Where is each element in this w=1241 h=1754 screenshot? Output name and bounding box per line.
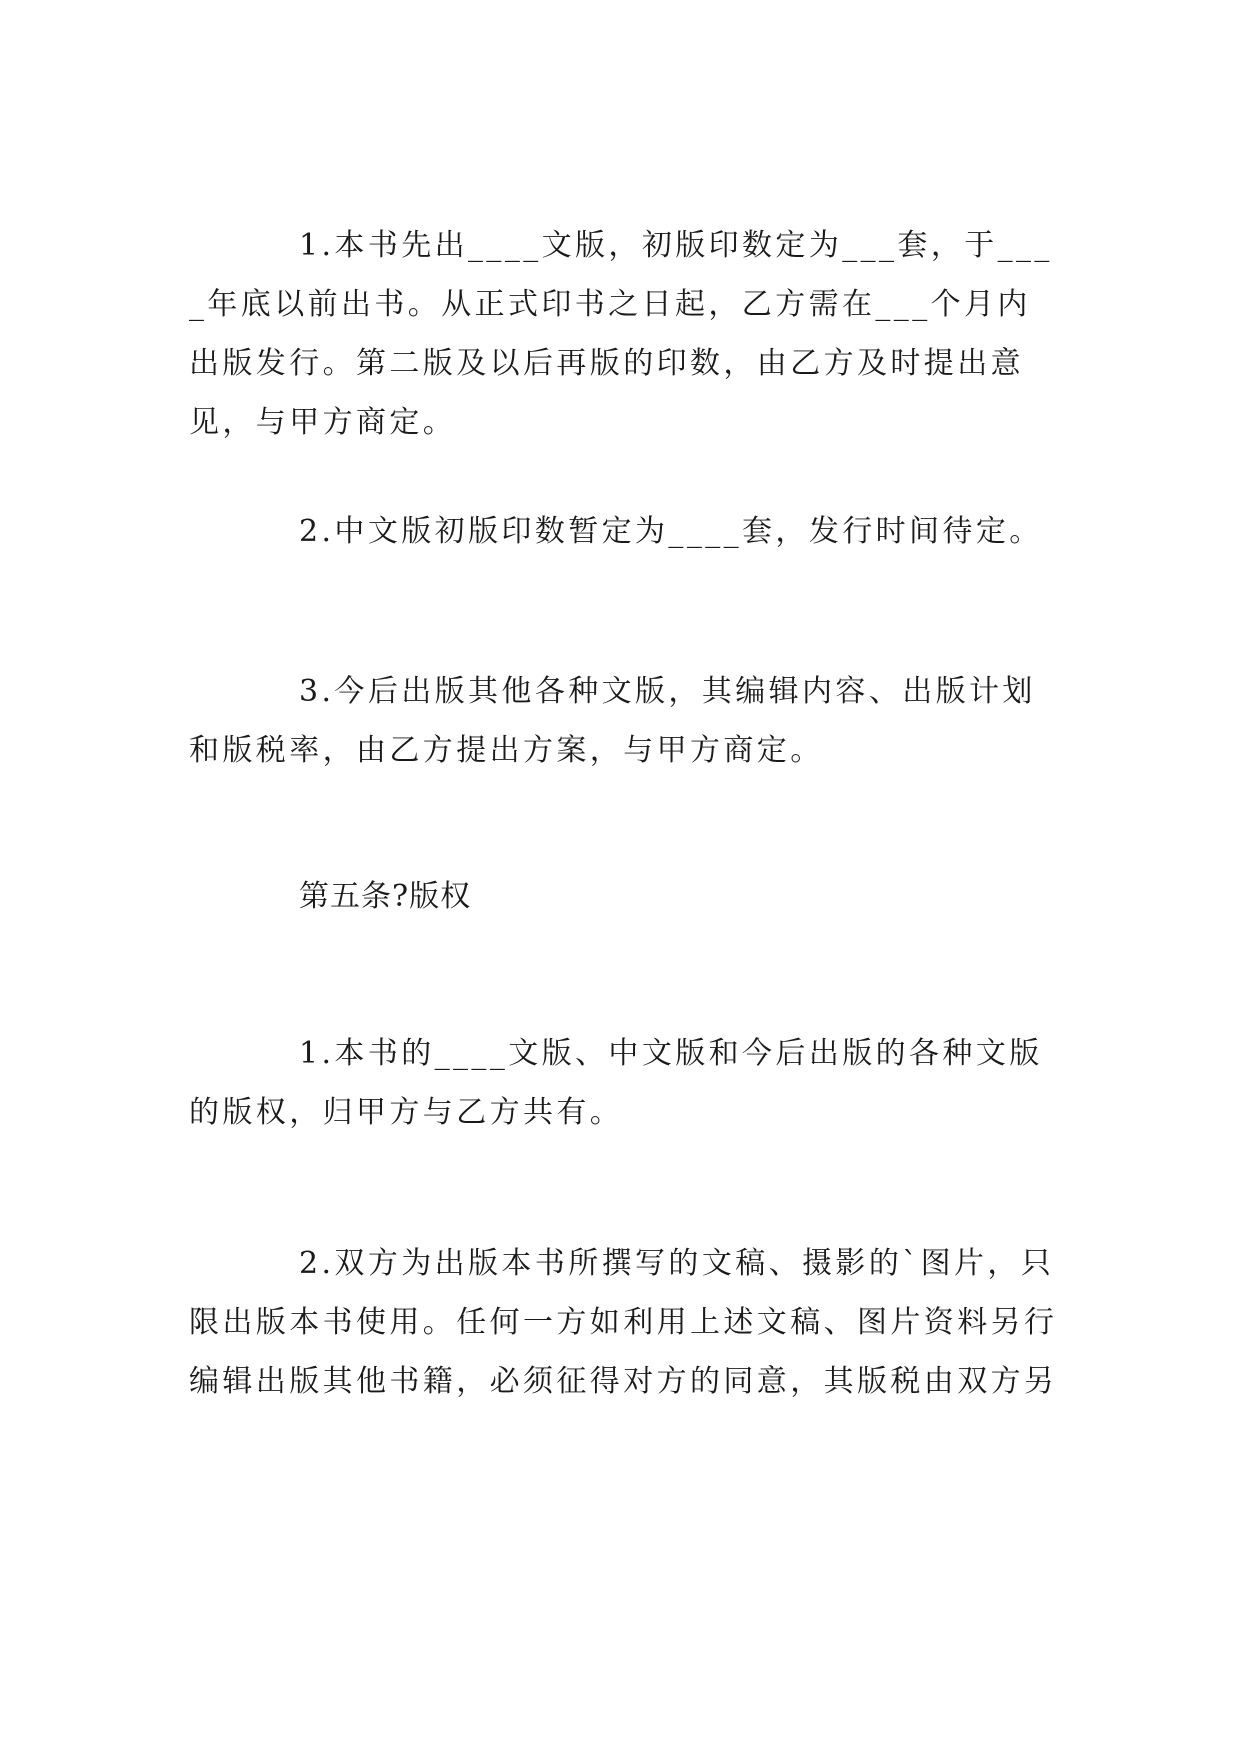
- clause-4-item-2: 2.中文版初版印数暂定为____套，发行时间待定。: [299, 514, 1043, 549]
- section-heading-copyright: 第五条?版权: [299, 879, 472, 914]
- clause-4-item-3: 3.今后出版其他各种文版，其编辑内容、出版计划和版税率，由乙方提出方案，与甲方商定。: [189, 674, 1036, 768]
- clause-5-item-1: 1.本书的____文版、中文版和今后出版的各种文版的版权，归甲方与乙方共有。: [189, 1036, 1043, 1130]
- clause-4-item-1: 1.本书先出____文版，初版印数定为___套，于____年底以前出书。从正式印书之日起，乙方需在___个月内出版发行。第二版及以后再版的印数，由乙方及时提出意见，与甲方商定。: [189, 228, 1053, 440]
- clause-5-item-2: 2.双方为出版本书所撰写的文稿、摄影的`图片，只限出版本书使用。任何一方如利用上述文稿、图片资料另行编辑出版其他书籍，必须征得对方的同意，其版税由双方另: [189, 1246, 1058, 1399]
